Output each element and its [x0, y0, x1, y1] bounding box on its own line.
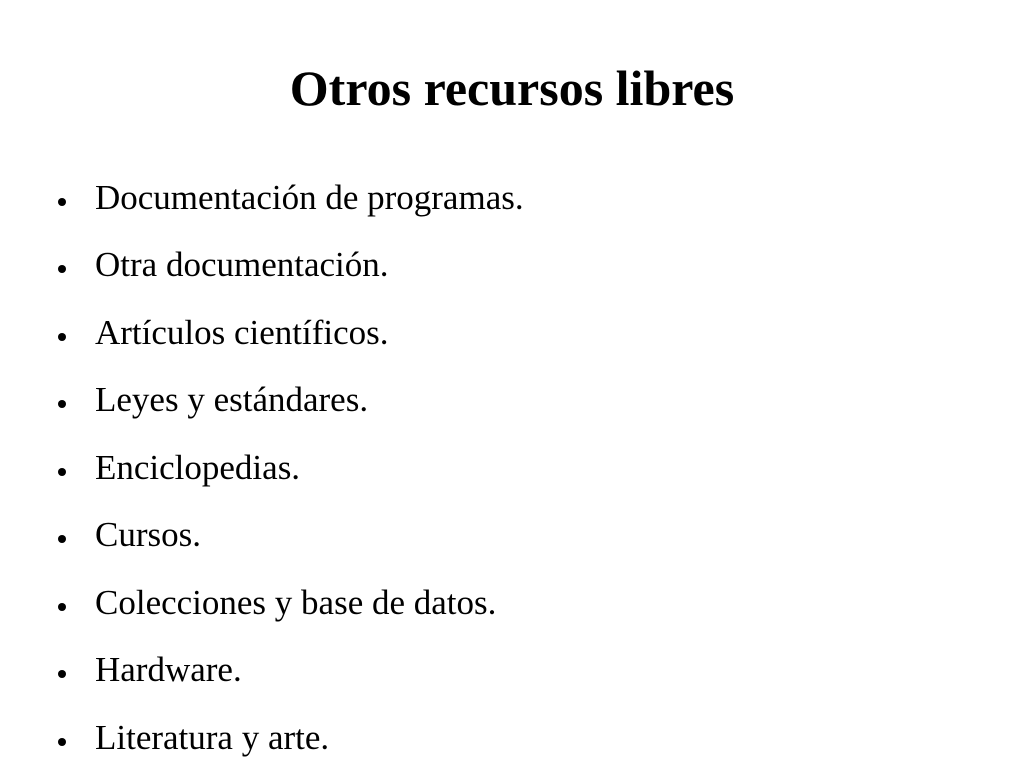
list-item-label: Enciclopedias. [95, 447, 301, 487]
list-item-label: Hardware. [95, 650, 242, 690]
list-item-label: Otra documentación. [95, 245, 389, 285]
bullet-icon [58, 603, 66, 611]
list-item [58, 434, 524, 502]
bullet-icon [58, 670, 66, 678]
bullet-icon [58, 265, 66, 273]
list-item [58, 367, 524, 435]
list-item [58, 704, 524, 772]
bullet-icon [58, 468, 66, 476]
bullet-icon [58, 400, 66, 408]
bullet-icon [58, 535, 66, 543]
list-item [58, 569, 524, 637]
bullet-icon [58, 198, 66, 206]
list-item [58, 637, 524, 705]
list-item-label: Leyes y estándares. [95, 380, 369, 420]
list-item-label: Documentación de programas. [95, 177, 524, 217]
list-item [58, 299, 524, 367]
list-item-label: Cursos. [95, 515, 201, 555]
bullet-icon [58, 333, 66, 341]
list-item-label: Colecciones y base de datos. [95, 582, 497, 622]
bullet-list [58, 164, 524, 772]
bullet-icon [58, 738, 66, 746]
list-item [58, 232, 524, 300]
list-item-label: Literatura y arte. [95, 717, 330, 757]
list-item [58, 502, 524, 570]
slide-title: Otros recursos libres [289, 60, 735, 116]
list-item [58, 164, 524, 232]
list-item-label: Artículos científicos. [95, 312, 389, 352]
